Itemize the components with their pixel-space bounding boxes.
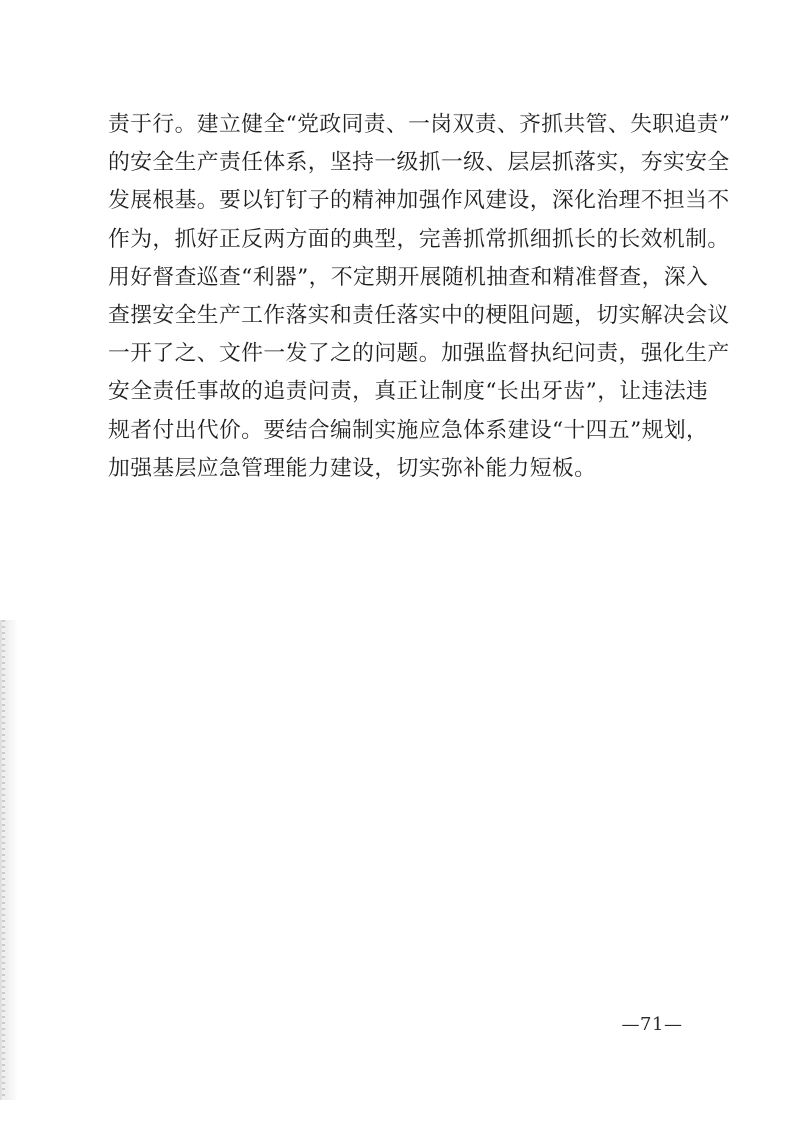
body-paragraph: [108, 106, 731, 488]
text-line: 查摆安全生产工作落实和责任落实中的梗阻问题，切实解决会议: [108, 302, 730, 328]
text-line: 规者付出代价。要结合编制实施应急体系建设“十四五”规划，: [108, 417, 709, 443]
text-line: 一开了之、文件一发了之的问题。加强监督执纪问责，强化生产: [108, 341, 730, 367]
text-line: 加强基层应急管理能力建设，切实弥补能力短板。: [108, 455, 597, 481]
page-number: —71—: [621, 1014, 683, 1035]
text-line: 发展根基。要以钉钉子的精神加强作风建设，深化治理不担当不: [108, 188, 730, 214]
scan-binding-edge: [0, 620, 18, 1100]
text-line: 的安全生产责任体系，坚持一级抓一级、层层抓落实，夯实安全: [108, 150, 730, 176]
text-line: 用好督查巡查“利器”，不定期开展随机抽查和精准督查，深入: [108, 264, 709, 290]
text-line: 安全责任事故的追责问责，真正让制度“长出牙齿”，让违法违: [108, 379, 709, 405]
text-line: 作为，抓好正反两方面的典型，完善抓常抓细抓长的长效机制。: [108, 226, 730, 252]
text-line: 责于行。建立健全“党政同责、一岗双责、齐抓共管、失职追责”: [108, 112, 731, 137]
